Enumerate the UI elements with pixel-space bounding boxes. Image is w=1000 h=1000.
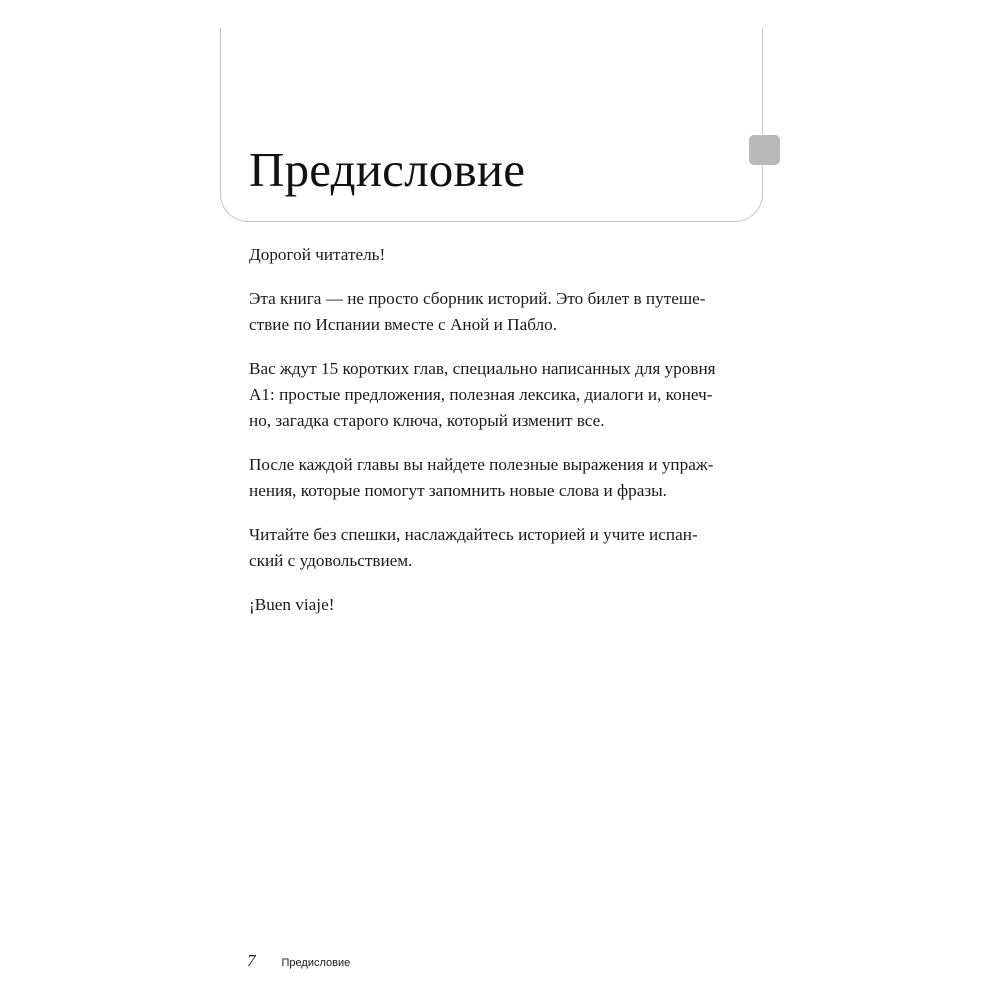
text-line: нения, которые помогут запомнить новые слова и фразы. [249, 481, 667, 500]
paragraph [249, 286, 721, 338]
paragraph [249, 356, 721, 434]
text-line: ствие по Испании вместе с Аной и Пабло. [249, 315, 557, 334]
running-head: Предисловие [281, 957, 351, 969]
paragraph [249, 522, 721, 574]
text-line: ¡Buen viaje! [249, 595, 335, 614]
text-line: Эта книга — не просто сборник историй. Это билет в путеше- [249, 289, 706, 308]
paragraph [249, 242, 721, 268]
page-number: 7 [247, 951, 256, 970]
text-line: После каждой главы вы найдете полезные выражения и упраж- [249, 455, 714, 474]
body-text [249, 242, 721, 636]
text-line: Вас ждут 15 коротких глав, специально написанных для уровня [249, 359, 716, 378]
chapter-tab-marker [749, 135, 780, 165]
text-line: Читайте без спешки, наслаждайтесь историей и учите испан- [249, 525, 698, 544]
text-line: A1: простые предложения, полезная лексика, диалоги и, конеч- [249, 385, 713, 404]
text-line: ский с удовольствием. [249, 551, 413, 570]
paragraph [249, 592, 721, 618]
chapter-title: Предисловие [249, 142, 526, 197]
page-footer [247, 951, 350, 971]
paragraph [249, 452, 721, 504]
text-line: Дорогой читатель! [249, 245, 386, 264]
text-line: но, загадка старого ключа, который изменит все. [249, 411, 605, 430]
